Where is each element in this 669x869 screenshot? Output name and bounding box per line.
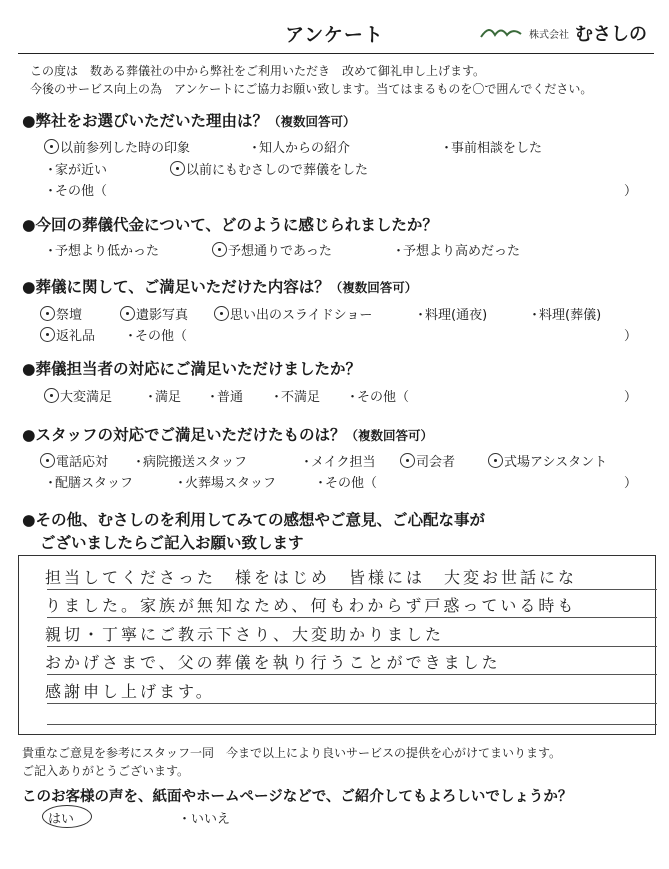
selected-circle-icon [40,453,55,468]
q5-opt-crematorium[interactable]: ・火葬場スタッフ [174,476,277,491]
footer-line-1: 貴重なご意見を参考にスタッフ一同 今まで以上により良いサービスの提供を心がけてまいります。 [22,746,562,760]
q5-opt-makeup[interactable]: ・メイク担当 [300,455,376,470]
selected-circle-icon [212,242,227,257]
q3-heading [22,275,417,297]
selected-circle-icon [44,388,59,403]
q5-close-paren: ） [624,476,638,491]
intro-line-1: この度は 数ある葬儀社の中から弊社をご利用いただき 改めて御礼申し上げます。 [30,64,486,78]
q1-opt-referral[interactable]: ・知人からの紹介 [248,141,351,156]
q1-note: （複数回答可） [268,114,356,129]
q4-opt-very-satisfied[interactable]: 大変満足 [44,386,112,405]
company-logo [479,20,647,46]
comment-line-4: おかげさまで、父の葬儀を執り行うことができました [45,653,501,672]
selected-circle-icon [488,453,503,468]
selected-circle-icon [400,453,415,468]
q2-heading: ●今回の葬儀代金について、どのように感じられましたか？ [22,216,438,234]
q2-opt-higher[interactable]: ・予想より高めだった [392,244,521,259]
q7-opt-no[interactable]: ・いいえ [178,812,231,827]
q3-note: （複数回答可） [329,280,418,295]
selected-oval-icon [42,805,92,828]
q6-heading-line-2: ございましたらご記入お願い致します [40,534,304,552]
comment-line-3: 親切・丁寧にご教示下さり、大変助かりました [45,625,445,644]
q7-heading: このお客様の声を、紙面やホームページなどで、ご紹介してもよろしいでしょうか？ [22,789,573,805]
ruled-line [47,674,657,675]
q5-opt-other[interactable]: ・その他（ [314,476,378,491]
company-name: むさしの [575,24,647,45]
company-prefix: 株式会社 [529,29,569,41]
q4-close-paren: ） [624,390,638,405]
ruled-line [47,646,657,647]
comment-line-5: 感謝申し上げます。 [45,682,215,701]
q1-opt-past-attendance[interactable]: 以前参列した時の印象 [44,137,190,156]
q4-opt-unsatisfied[interactable]: ・不満足 [270,390,321,405]
q5-heading [22,423,433,445]
page-title: アンケート [285,24,384,46]
q2-opt-as-expected[interactable]: 予想通りであった [212,240,332,259]
ruled-line [47,703,657,704]
q3-opt-food-funeral[interactable]: ・料理(葬儀) [528,308,602,323]
q1-opt-used-before[interactable]: 以前にもむさしので葬儀をした [170,159,368,178]
q5-opt-serving[interactable]: ・配膳スタッフ [44,476,134,491]
q3-title: ●葬儀に関して、ご満足いただけた内容は？ [22,278,330,296]
q5-note: （複数回答可） [345,428,434,443]
selected-circle-icon [170,161,185,176]
q3-opt-altar[interactable]: 祭壇 [40,304,82,323]
q5-title: ●スタッフの対応でご満足いただけたものは？ [22,426,346,444]
selected-circle-icon [120,306,135,321]
q3-opt-other[interactable]: ・その他（ [124,329,188,344]
ruled-line [47,617,657,618]
q1-opt-consultation[interactable]: ・事前相談をした [440,141,543,156]
q3-opt-return-gifts[interactable]: 返礼品 [40,325,95,344]
q5-opt-phone[interactable]: 電話応対 [40,451,108,470]
q1-opt-near-home[interactable]: ・家が近い [44,163,108,178]
wave-logo-icon [479,26,523,40]
comment-box[interactable] [18,555,656,735]
selected-circle-icon [44,139,59,154]
q1-opt-other[interactable]: ・その他（ [44,184,108,199]
q4-heading: ●葬儀担当者の対応にご満足いただけましたか？ [22,360,362,378]
selected-circle-icon [40,306,55,321]
q4-opt-other[interactable]: ・その他（ [346,390,410,405]
q1-title: ●弊社をお選びいただいた理由は？ [22,112,269,130]
comment-line-2: りました。家族が無知なため、何もわからず戸惑っている時も [45,596,577,615]
selected-circle-icon [40,327,55,342]
q7-opt-yes[interactable]: はい [48,808,74,827]
comment-line-1: 担当してくださった 様をはじめ 皆様には 大変お世話にな [45,568,578,587]
q5-opt-transport[interactable]: ・病院搬送スタッフ [132,455,248,470]
ruled-line [47,724,657,725]
header-divider [18,53,654,54]
q5-opt-mc[interactable]: 司会者 [400,451,455,470]
q4-opt-normal[interactable]: ・普通 [206,390,244,405]
q5-opt-hall-assistant[interactable]: 式場アシスタント [488,451,607,470]
q1-heading [22,109,356,131]
q2-opt-lower[interactable]: ・予想より低かった [44,244,160,259]
selected-circle-icon [214,306,229,321]
q3-opt-food-wake[interactable]: ・料理(通夜) [414,308,488,323]
q1-close-paren: ） [624,184,638,199]
q6-heading-line-1: ●その他、むさしのを利用してみての感想やご意見、ご心配な事が [22,511,486,529]
intro-line-2: 今後のサービス向上の為 アンケートにご協力お願い致します。当てはまるものを〇で囲んでください。 [30,82,593,96]
q3-opt-slideshow[interactable]: 思い出のスライドショー [214,304,372,323]
q3-close-paren: ） [624,329,638,344]
q3-opt-portrait[interactable]: 遺影写真 [120,304,188,323]
ruled-line [47,589,657,590]
q4-opt-satisfied[interactable]: ・満足 [144,390,182,405]
footer-line-2: ご記入ありがとうございます。 [22,764,190,778]
